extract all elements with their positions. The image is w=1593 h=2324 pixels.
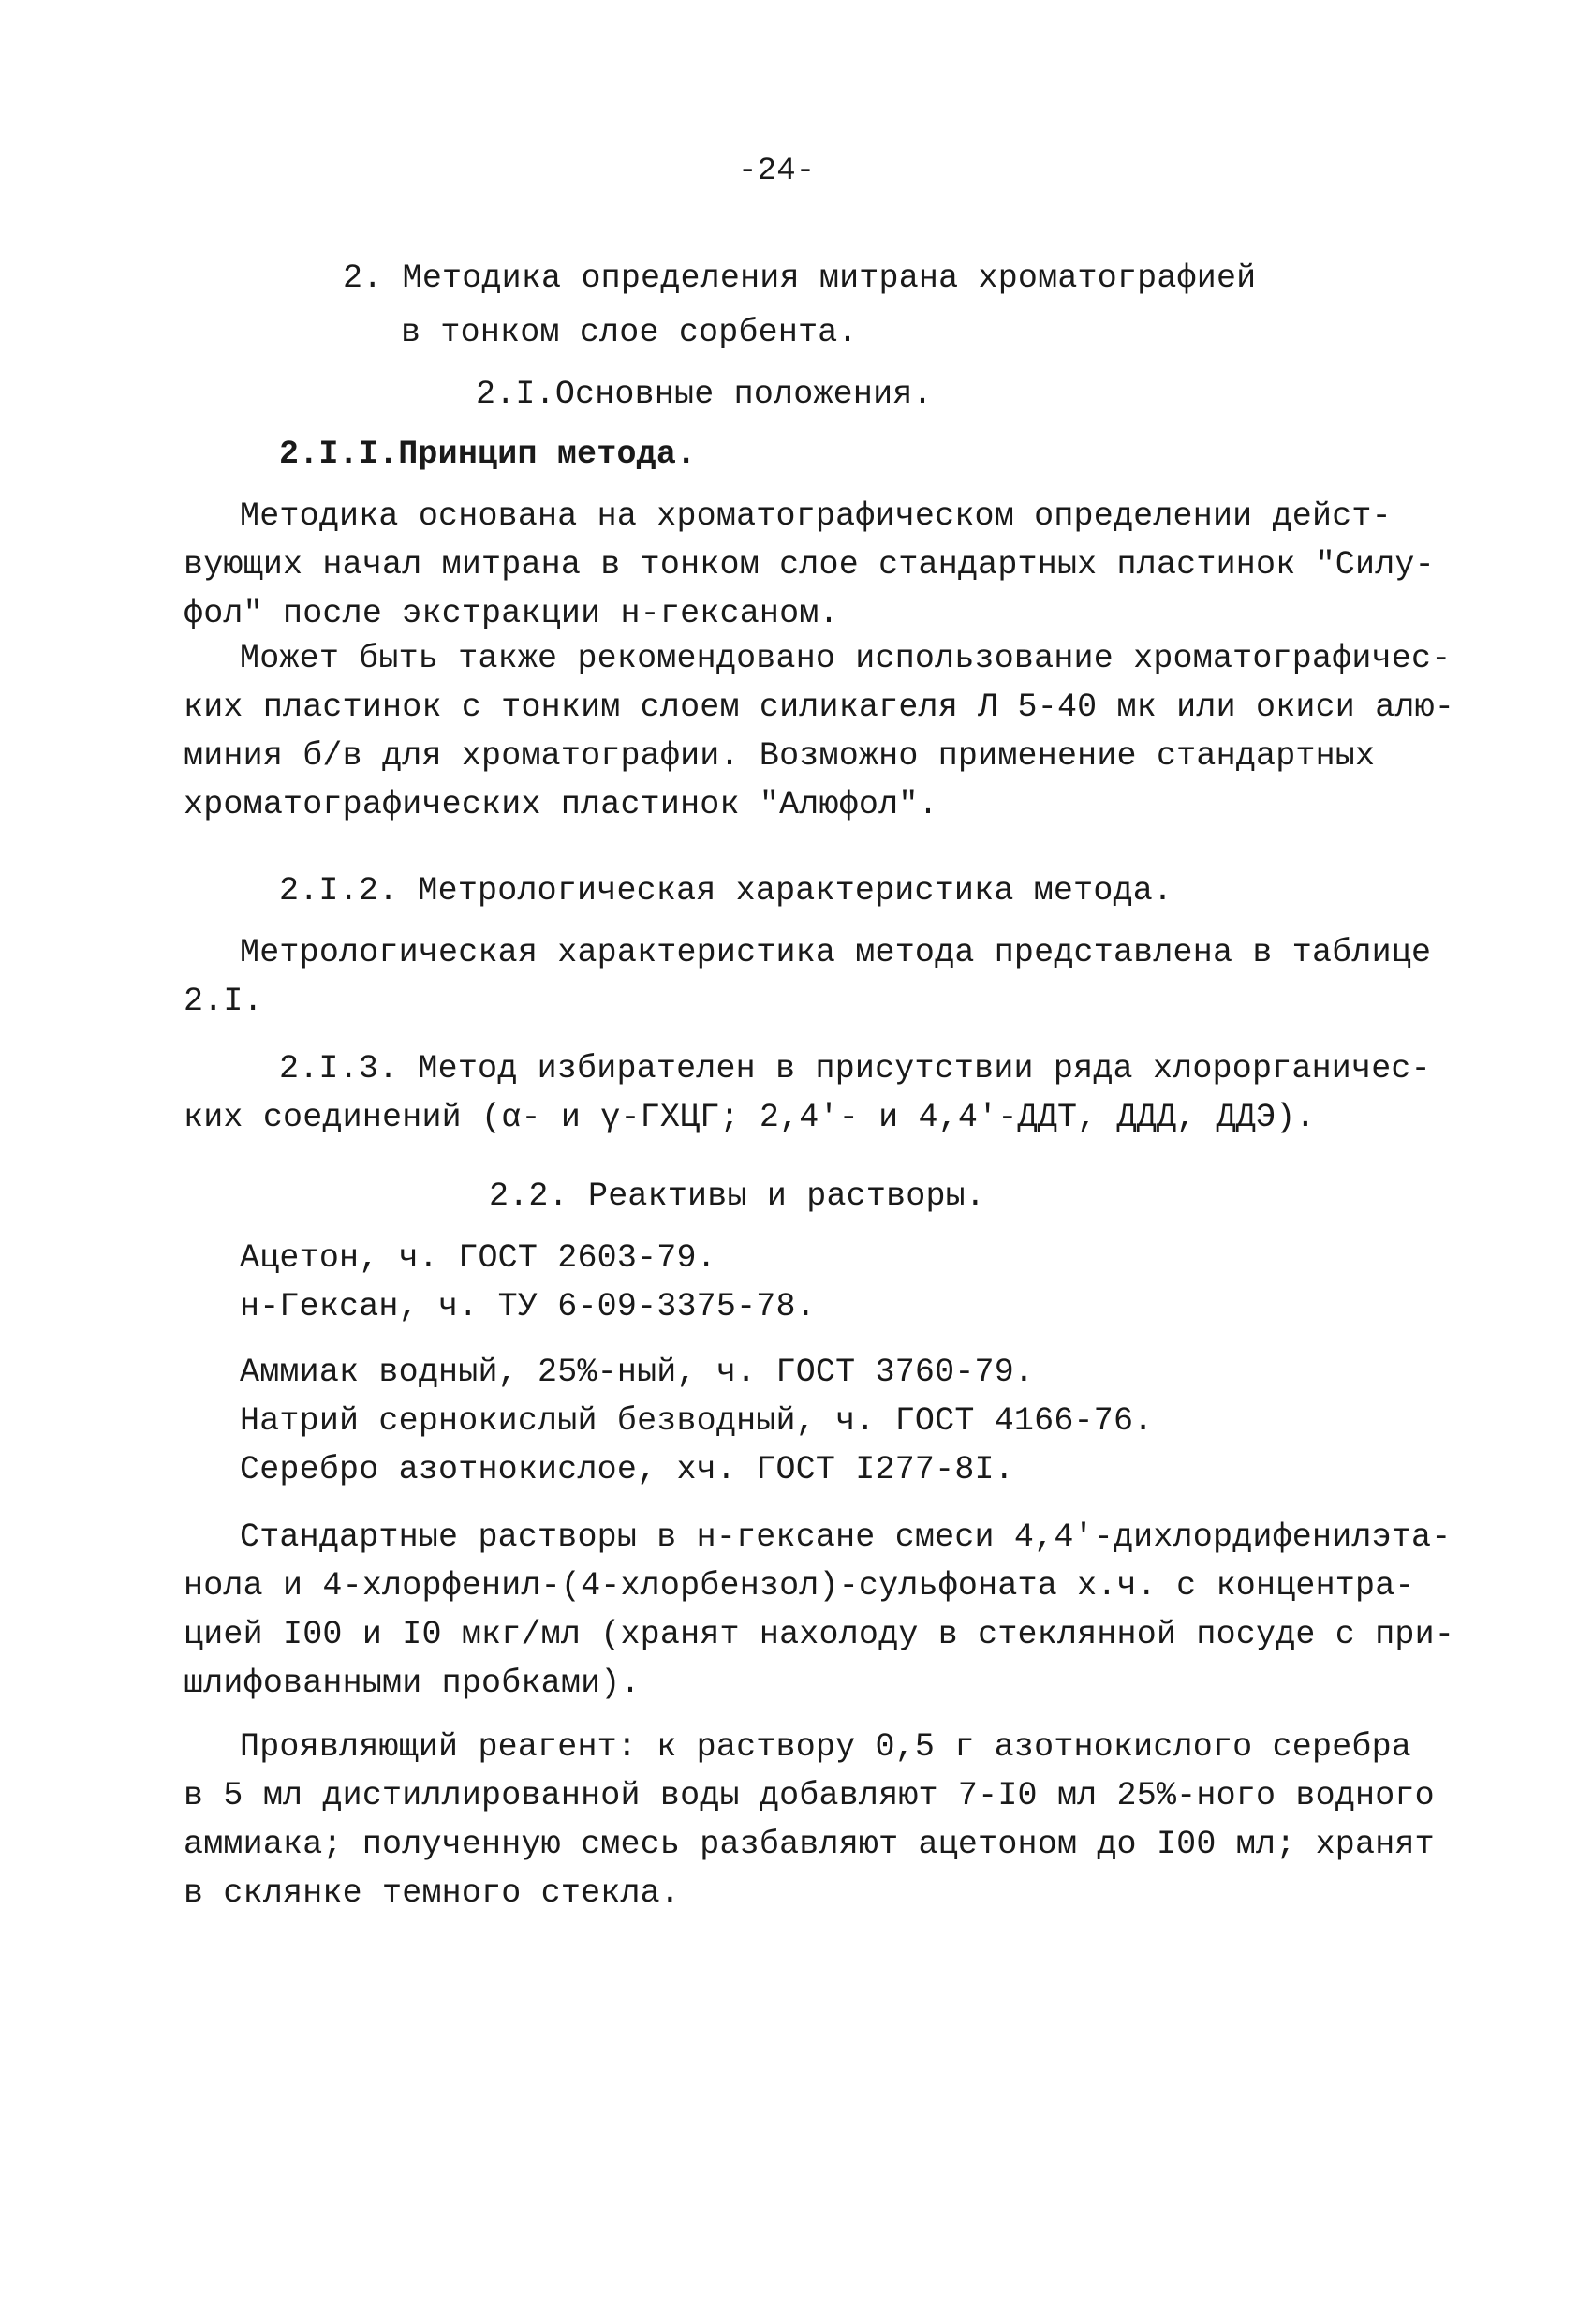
section-2-1-3-line2: ких соединений (α- и γ-ГХЦГ; 2,4'- и 4,4'-ДДТ, ДДД, ДДЭ). [184, 1099, 1316, 1136]
section-2-1-title: 2.I.Основные положения. [476, 376, 933, 413]
principle-para2-line4: хроматографических пластинок "Алюфол". [184, 786, 938, 823]
page-number: -24- [738, 154, 816, 189]
section-2-1-1-title: 2.I.I.Принцип метода. [279, 436, 697, 473]
section-2-1-3-line1: 2.I.3. Метод избирателен в присутствии ряда хлорорганичес- [279, 1050, 1431, 1088]
developer-reagent-line2: в 5 мл дистиллированной воды добавляют 7-I0 мл 25%-ного водного [184, 1777, 1435, 1814]
section-2-title-line1: 2. Методика определения митрана хроматографией [343, 259, 1257, 297]
principle-para2-line1: Может быть также рекомендовано использование хроматографичес- [240, 640, 1452, 677]
principle-para1-line3: фол" после экстракции н-гексаном. [184, 595, 839, 632]
standard-solutions-line1: Стандартные растворы в н-гексане смеси 4,4'-дихлордифенилэта- [240, 1518, 1452, 1556]
reagent-hexane: н-Гексан, ч. ТУ 6-09-3375-78. [240, 1288, 816, 1325]
standard-solutions-line2: нола и 4-хлорфенил-(4-хлорбензол)-сульфоната х.ч. с концентра- [184, 1567, 1415, 1605]
reagent-ammonia: Аммиак водный, 25%-ный, ч. ГОСТ 3760-79. [240, 1354, 1035, 1391]
principle-para2-line2: ких пластинок с тонким слоем силикагеля Л 5-40 мк или окиси алю- [184, 688, 1455, 726]
developer-reagent-line1: Проявляющий реагент: к раствору 0,5 г азотнокислого серебра [240, 1728, 1412, 1766]
developer-reagent-line3: аммиака; полученную смесь разбавляют ацетоном до I00 мл; хранят [184, 1826, 1435, 1863]
reagent-acetone: Ацетон, ч. ГОСТ 2603-79. [240, 1239, 716, 1277]
reagent-silver-nitrate: Серебро азотнокислое, хч. ГОСТ I277-8I. [240, 1451, 1014, 1488]
metrology-para-line1: Метрологическая характеристика метода представлена в таблице [240, 934, 1432, 971]
developer-reagent-line4: в склянке темного стекла. [184, 1874, 681, 1912]
section-2-2-title: 2.2. Реактивы и растворы. [489, 1177, 986, 1215]
principle-para2-line3: миния б/в для хроматографии. Возможно применение стандартных [184, 737, 1376, 775]
principle-para1-line1: Методика основана на хроматографическом определении дейст- [240, 497, 1392, 535]
principle-para1-line2: вующих начал митрана в тонком слое стандартных пластинок "Силу- [184, 546, 1435, 584]
reagent-sodium-sulfate: Натрий сернокислый безводный, ч. ГОСТ 4166-76. [240, 1402, 1154, 1440]
metrology-para-line2: 2.I. [184, 983, 263, 1020]
standard-solutions-line3: цией I00 и I0 мкг/мл (хранят нахолоду в стеклянной посуде с при- [184, 1616, 1455, 1653]
standard-solutions-line4: шлифованными пробками). [184, 1665, 641, 1702]
section-2-title-line2: в тонком слое сорбента. [401, 314, 858, 351]
section-2-1-2-title: 2.I.2. Метрологическая характеристика метода. [279, 872, 1173, 910]
